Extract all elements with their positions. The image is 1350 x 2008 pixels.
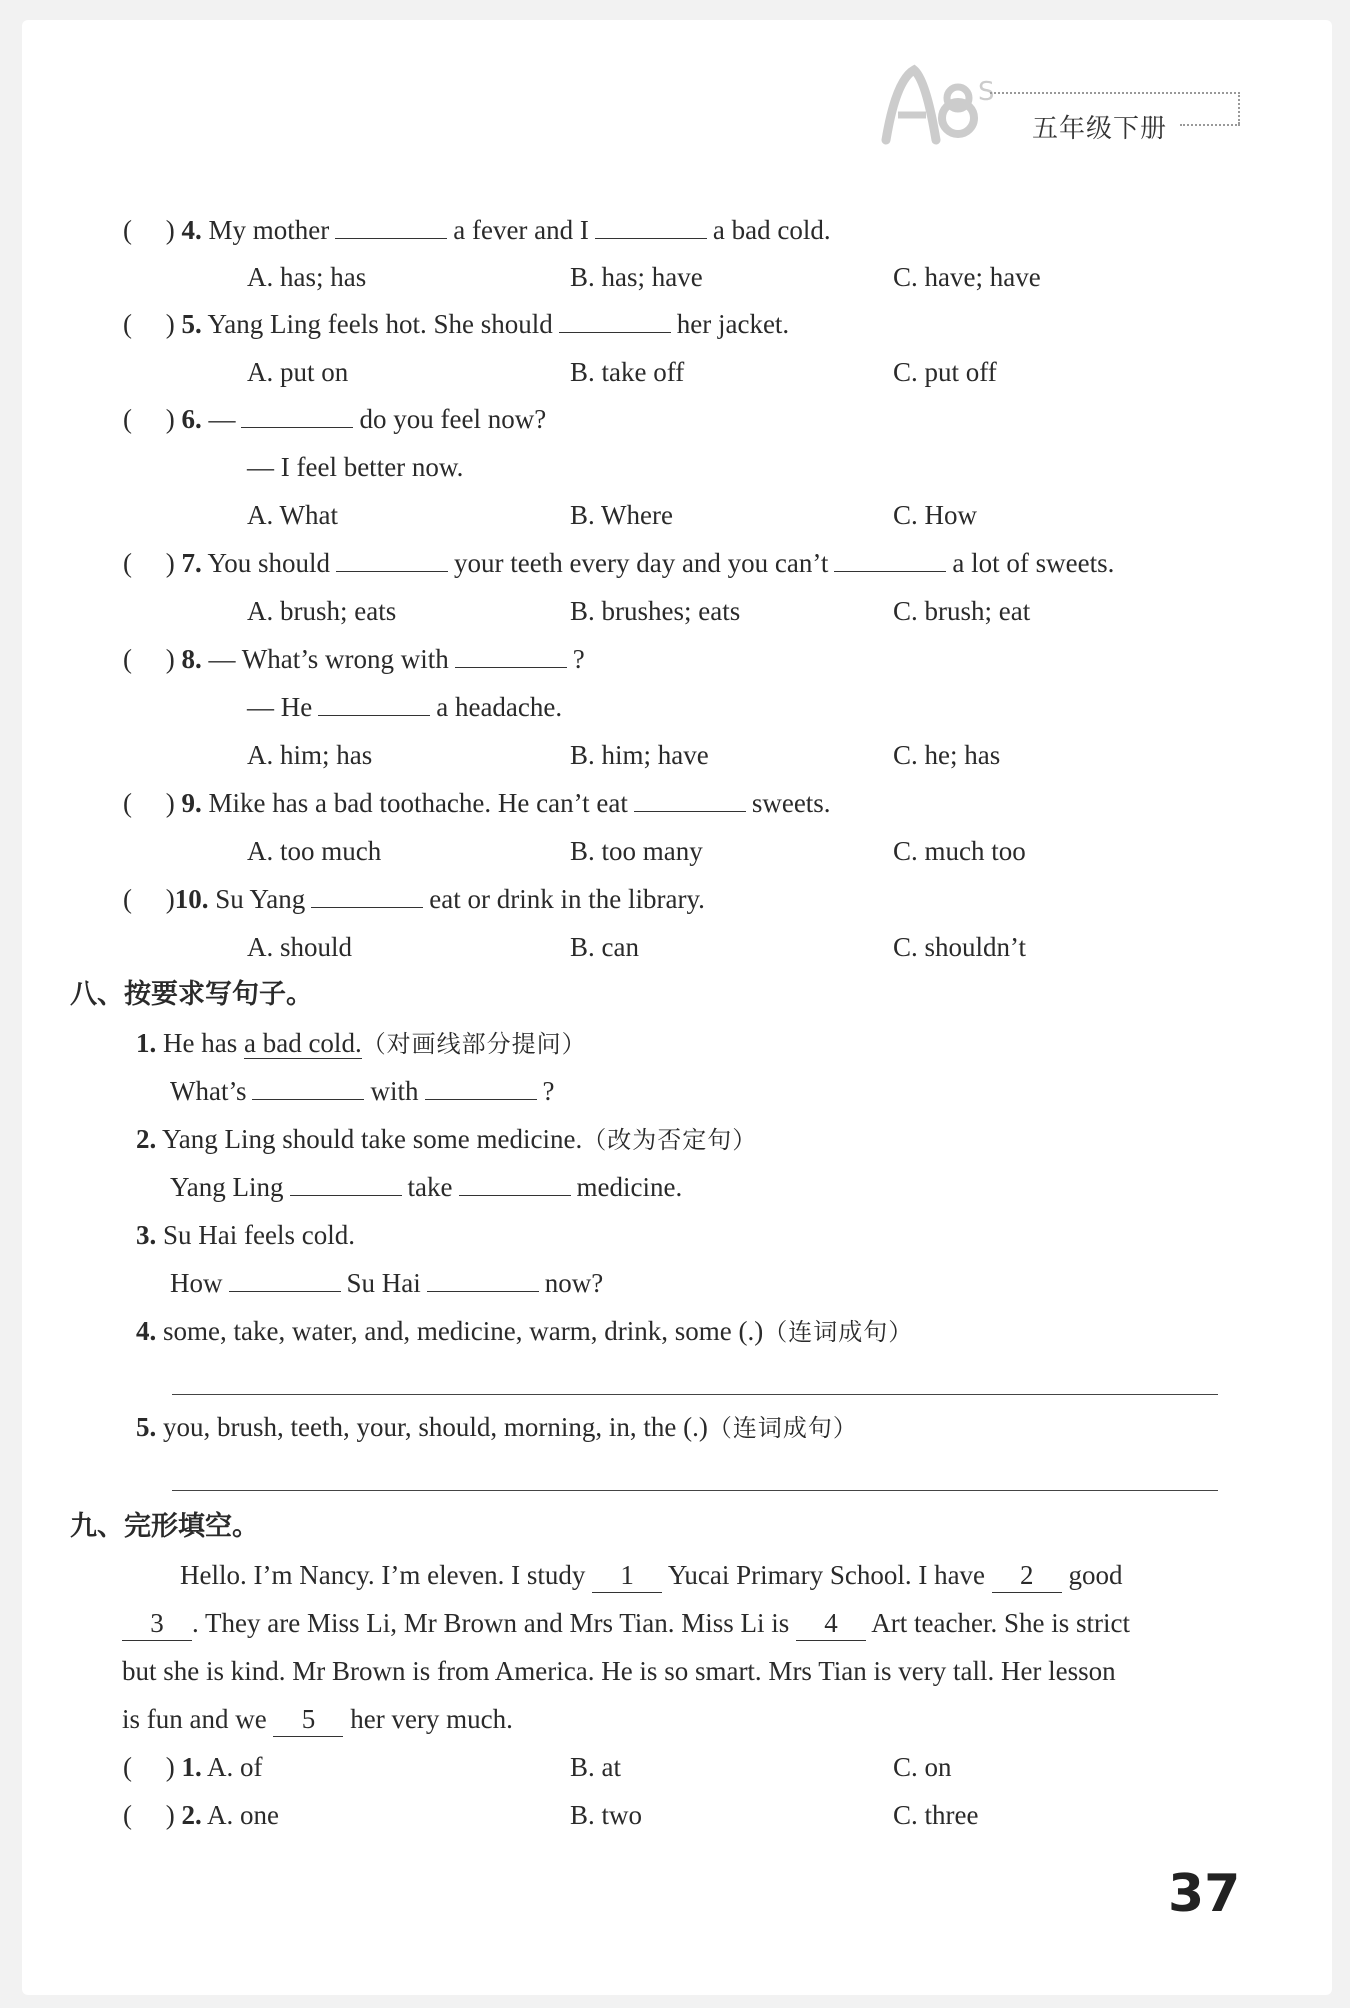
option-a: A. brush; eats (247, 596, 397, 626)
section-8-title: 八、按要求写句子。 (70, 979, 313, 1010)
option-c: C. put off (893, 357, 997, 387)
cloze-blank-4[interactable]: 4 (796, 1606, 866, 1641)
passage-line-4: is fun and we 5 her very much. (122, 1702, 513, 1737)
s8-answer-2: Yang Ling take medicine. (170, 1172, 683, 1202)
answer-blank[interactable] (425, 1074, 537, 1100)
option-c: C. shouldn’t (893, 932, 1027, 962)
option-b: B. take off (570, 357, 685, 387)
option-c: C. have; have (893, 262, 1041, 292)
question-10: ( )10. Su Yang eat or drink in the library. (123, 884, 705, 914)
answer-blank[interactable] (318, 690, 430, 716)
answer-blank[interactable] (455, 642, 567, 668)
option-a: A. him; has (247, 740, 373, 770)
cloze-blank-2[interactable]: 2 (992, 1558, 1062, 1593)
option-b: B. brushes; eats (570, 596, 741, 626)
answer-blank[interactable] (335, 213, 447, 239)
option-b: B. can (570, 932, 639, 962)
header-dotted-rule (1238, 92, 1240, 124)
s8-question-3: 3. Su Hai feels cold. (136, 1220, 355, 1250)
cloze-question-1: ( ) 1. A. of (123, 1752, 263, 1782)
answer-blank[interactable] (595, 213, 707, 239)
question-6: ( ) 6. — do you feel now? (123, 404, 547, 434)
answer-blank[interactable] (290, 1170, 402, 1196)
answer-line[interactable] (172, 1394, 1218, 1395)
page-number: 37 (1168, 1864, 1241, 1924)
option-b: B. Where (570, 500, 673, 530)
option-b: B. him; have (570, 740, 709, 770)
answer-blank[interactable] (559, 307, 671, 333)
section-9-title: 九、完形填空。 (70, 1511, 259, 1542)
s8-question-2: 2. Yang Ling should take some medicine.（改为否定句） (136, 1124, 758, 1154)
option-c: C. on (893, 1752, 952, 1782)
answer-blank[interactable] (241, 402, 353, 428)
grade-label: 五年级下册 (1032, 114, 1168, 144)
s8-question-4: 4. some, take, water, and, medicine, warm, drink, some (.)（连词成句） (136, 1316, 914, 1346)
passage-line-1: Hello. I’m Nancy. I’m eleven. I study 1 Yucai Primary School. I have 2 good (180, 1558, 1123, 1593)
s8-answer-1: What’s with ? (170, 1076, 555, 1106)
question-9: ( ) 9. Mike has a bad toothache. He can’t eat sweets. (123, 788, 831, 818)
option-a: A. too much (247, 836, 382, 866)
s8-question-5: 5. you, brush, teeth, your, should, morning, in, the (.)（连词成句） (136, 1412, 858, 1442)
header-dotted-rule (990, 92, 1240, 94)
option-c: C. he; has (893, 740, 1001, 770)
option-c: C. brush; eat (893, 596, 1031, 626)
passage-line-3: but she is kind. Mr Brown is from America. He is so smart. Mrs Tian is very tall. Her lesson (122, 1656, 1116, 1686)
question-7: ( ) 7. You should your teeth every day and you can’t a lot of sweets. (123, 548, 1115, 578)
answer-blank[interactable] (229, 1266, 341, 1292)
answer-blank[interactable] (311, 882, 423, 908)
s8-answer-3: How Su Hai now? (170, 1268, 604, 1298)
option-b: B. at (570, 1752, 621, 1782)
svg-text:S: S (978, 77, 995, 107)
option-a: A. should (247, 932, 353, 962)
option-b: B. too many (570, 836, 703, 866)
answer-line[interactable] (172, 1490, 1218, 1491)
option-a: A. put on (247, 357, 349, 387)
option-a: A. has; has (247, 262, 367, 292)
option-c: C. much too (893, 836, 1026, 866)
answer-blank[interactable] (427, 1266, 539, 1292)
answer-blank[interactable] (634, 786, 746, 812)
cloze-blank-1[interactable]: 1 (592, 1558, 662, 1593)
cloze-question-2: ( ) 2. A. one (123, 1800, 279, 1830)
option-c: C. three (893, 1800, 979, 1830)
answer-blank[interactable] (336, 546, 448, 572)
dialogue-reply: — I feel better now. (247, 452, 464, 482)
dialogue-reply: — He a headache. (247, 692, 563, 722)
s8-question-1: 1. He has a bad cold.（对画线部分提问） (136, 1028, 587, 1058)
option-b: B. has; have (570, 262, 703, 292)
cloze-blank-5[interactable]: 5 (273, 1702, 343, 1737)
logo-icon (866, 60, 1026, 150)
question-4: ( ) 4. My mother a fever and I a bad cold. (123, 215, 831, 245)
option-a: A. What (247, 500, 338, 530)
header-dotted-rule (1180, 124, 1240, 126)
answer-blank[interactable] (252, 1074, 364, 1100)
option-b: B. two (570, 1800, 643, 1830)
answer-blank[interactable] (834, 546, 946, 572)
passage-line-2: 3 . They are Miss Li, Mr Brown and Mrs Tian. Miss Li is 4 Art teacher. She is strict (122, 1606, 1130, 1641)
cloze-blank-3[interactable]: 3 (122, 1606, 192, 1641)
option-c: C. How (893, 500, 978, 530)
question-5: ( ) 5. Yang Ling feels hot. She should her jacket. (123, 309, 790, 339)
answer-blank[interactable] (459, 1170, 571, 1196)
question-8: ( ) 8. — What’s wrong with ? (123, 644, 585, 674)
